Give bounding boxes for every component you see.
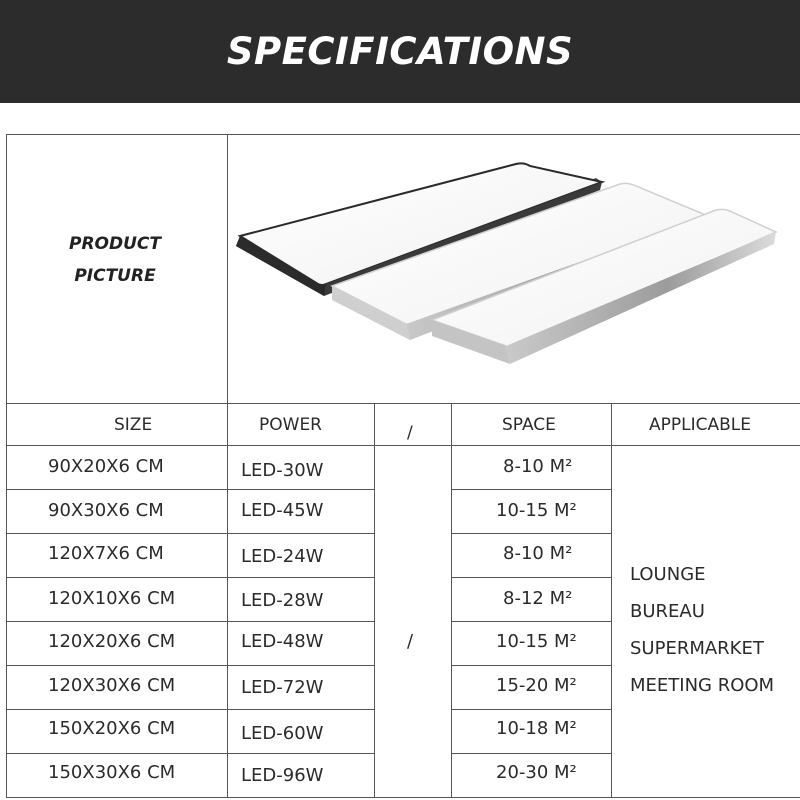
applicable-item: SUPERMARKET <box>630 638 764 659</box>
row-power: LED-72W <box>241 677 324 698</box>
applicable-item: LOUNGE <box>630 564 706 585</box>
header-space: SPACE <box>502 415 556 435</box>
row-line <box>451 577 611 578</box>
row-line <box>451 533 611 534</box>
row-power: LED-28W <box>241 590 324 611</box>
row-line <box>6 665 374 666</box>
row-line <box>6 621 374 622</box>
row-line <box>451 665 611 666</box>
product-picture-line2: PICTURE <box>74 266 156 286</box>
row-power: LED-48W <box>241 631 324 652</box>
row-size: 150X30X6 CM <box>48 762 176 783</box>
product-panel-image <box>228 136 798 398</box>
table-left-border <box>6 134 7 798</box>
row-space: 15-20 M² <box>496 675 577 696</box>
row-line <box>6 753 374 754</box>
row-size: 120X7X6 CM <box>48 543 164 564</box>
row-space: 8-10 M² <box>503 543 573 564</box>
product-picture-line1: PRODUCT <box>69 234 161 254</box>
row-size: 120X10X6 CM <box>48 588 176 609</box>
row-space: 8-12 M² <box>503 588 573 609</box>
col-divider-slash <box>451 403 452 798</box>
row-size: 120X30X6 CM <box>48 675 176 696</box>
row-space: 20-30 M² <box>496 762 577 783</box>
header-applicable: APPLICABLE <box>649 415 751 435</box>
applicable-item: MEETING ROOM <box>630 675 775 696</box>
row-space: 10-15 M² <box>496 500 577 521</box>
row-size: 90X20X6 CM <box>48 456 164 477</box>
row-line <box>6 489 374 490</box>
row-space: 8-10 M² <box>503 456 573 477</box>
applicable-item: BUREAU <box>630 601 705 622</box>
row-power: LED-96W <box>241 765 324 786</box>
row-size: 150X20X6 CM <box>48 718 176 739</box>
row-line <box>6 577 374 578</box>
row-size: 90X30X6 CM <box>48 500 164 521</box>
row-space: 10-15 M² <box>496 631 577 652</box>
row-power: LED-30W <box>241 460 324 481</box>
banner-title: SPECIFICATIONS <box>226 30 574 73</box>
row-power: LED-24W <box>241 546 324 567</box>
row-size: 120X20X6 CM <box>48 631 176 652</box>
row-line <box>6 533 374 534</box>
row-line <box>451 621 611 622</box>
row-space: 10-18 M² <box>496 718 577 739</box>
table-bottom-border <box>6 797 800 798</box>
row-line <box>451 709 611 710</box>
header-bottom-line <box>6 445 800 446</box>
row-line <box>451 753 611 754</box>
merged-slash-cell: / <box>407 631 414 652</box>
product-picture-label <box>60 228 170 292</box>
header-slash: / <box>407 423 413 443</box>
header-power: POWER <box>259 415 322 435</box>
header-top-line <box>6 403 800 404</box>
row-power: LED-60W <box>241 723 324 744</box>
row-line <box>6 709 374 710</box>
col-divider-space <box>611 403 612 798</box>
row-line <box>451 489 611 490</box>
header-size: SIZE <box>114 415 153 435</box>
applicable-list <box>630 556 774 704</box>
col-divider-power <box>374 403 375 445</box>
col-divider-power-body <box>374 445 375 798</box>
table-top-border <box>6 134 800 135</box>
row-power: LED-45W <box>241 500 324 521</box>
